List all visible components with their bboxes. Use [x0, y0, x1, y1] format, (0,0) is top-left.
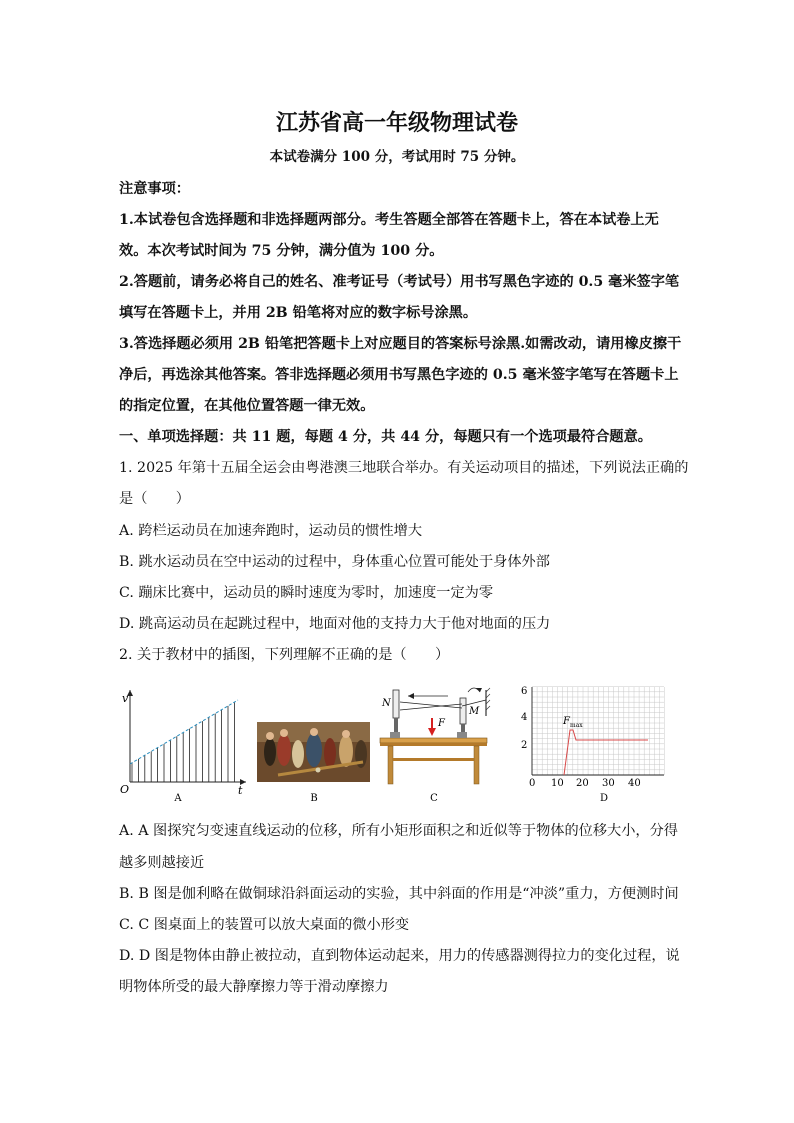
figure-d-force-graph: [521, 686, 665, 804]
figure-a-y-label: v: [122, 692, 129, 705]
figure-d-xtick-40: 40: [628, 778, 641, 789]
note-1-line-1: 1.本试卷包含选择题和非选择题两部分。考生答题全部答在答题卡上，答在本试卷上无: [119, 212, 659, 228]
q1-option-a: A. 跨栏运动员在加速奔跑时，运动员的惯性增大: [119, 523, 423, 539]
figure-c-label-m: M: [469, 706, 480, 717]
figure-d-fmax-label: F: [563, 716, 570, 727]
exam-info: 本试卷满分 100 分，考试用时 75 分钟。: [269, 149, 525, 165]
note-3-line-2: 净后，再选涂其他答案。答非选择题必须用书写黑色字迹的 0.5 毫米签字笔写在答题卡上: [119, 367, 679, 383]
figure-c-caption: C: [430, 793, 438, 804]
figure-c-label-n: N: [382, 698, 391, 709]
q2-option-d-line-2: 明物体所受的最大静摩擦力等于滑动摩擦力: [119, 979, 389, 995]
notes-heading: 注意事项：: [119, 181, 190, 197]
figure-a-caption: A: [174, 793, 182, 804]
section-1-heading: 一、单项选择题：共 11 题，每题 4 分，共 44 分，每题只有一个选项最符合题意。: [119, 429, 652, 445]
q2-stem: 2. 关于教材中的插图，下列理解不正确的是（ ）: [119, 647, 450, 663]
figure-d-xtick-0: 0: [529, 778, 536, 789]
figure-d-fmax-sub: max: [570, 722, 583, 729]
q2-option-d-line-1: D. D 图是物体由静止被拉动，直到物体运动起来，用力的传感器测得拉力的变化过程，说: [119, 948, 680, 964]
figure-d-ytick-6: 6: [521, 686, 528, 697]
q1-stem-line-2: 是（ ）: [119, 491, 190, 507]
note-2-line-1: 2.答题前，请务必将自己的姓名、准考证号（考试号）用书写黑色字迹的 0.5 毫米签字笔: [119, 274, 680, 290]
q2-option-c: C. C 图桌面上的装置可以放大桌面的微小形变: [119, 917, 410, 933]
note-1-line-2: 效。本次考试时间为 75 分钟，满分值为 100 分。: [119, 243, 444, 259]
note-2-line-2: 填写在答题卡上，并用 2B 铅笔将对应的数字标号涂黑。: [119, 305, 478, 321]
q1-option-c: C. 蹦床比赛中，运动员的瞬时速度为零时，加速度一定为零: [119, 585, 494, 601]
figure-d-xtick-10: 10: [551, 778, 564, 789]
q2-option-a-line-1: A. A 图探究匀变速直线运动的位移，所有小矩形面积之和近似等于物体的位移大小，分得: [119, 823, 678, 839]
q1-stem-line-1: 1. 2025 年第十五届全运会由粤港澳三地联合举办。有关运动项目的描述，下列说法正确的: [119, 460, 689, 476]
note-3-line-1: 3.答选择题必须用 2B 铅笔把答题卡上对应题目的答案标号涂黑.如需改动，请用橡皮擦干: [119, 336, 682, 352]
q2-figures: [118, 680, 678, 810]
note-3-line-3: 的指定位置，在其他位置答题一律无效。: [119, 398, 375, 414]
figure-a-vt-graph: [120, 690, 246, 804]
figure-c-label-f: F: [438, 718, 445, 729]
figure-d-xtick-30: 30: [602, 778, 615, 789]
figure-d-ytick-4: 4: [521, 712, 528, 723]
figure-c-apparatus: [380, 688, 490, 804]
figure-b-galileo-painting: [257, 722, 370, 804]
q2-option-b: B. B 图是伽利略在做铜球沿斜面运动的实验，其中斜面的作用是“冲淡”重力，方便测时间: [119, 886, 679, 902]
q2-option-a-line-2: 越多则越接近: [119, 855, 205, 871]
figure-d-ytick-2: 2: [521, 740, 528, 751]
page-title: 江苏省高一年级物理试卷: [275, 110, 518, 136]
figure-b-caption: B: [310, 793, 318, 804]
figure-a-origin: O: [120, 783, 130, 796]
q1-option-d: D. 跳高运动员在起跳过程中，地面对他的支持力大于他对地面的压力: [119, 616, 551, 632]
figure-d-caption: D: [599, 793, 609, 804]
figure-d-xtick-20: 20: [576, 778, 589, 789]
q1-option-b: B. 跳水运动员在空中运动的过程中，身体重心位置可能处于身体外部: [119, 554, 550, 570]
figure-a-x-label: t: [238, 784, 243, 797]
